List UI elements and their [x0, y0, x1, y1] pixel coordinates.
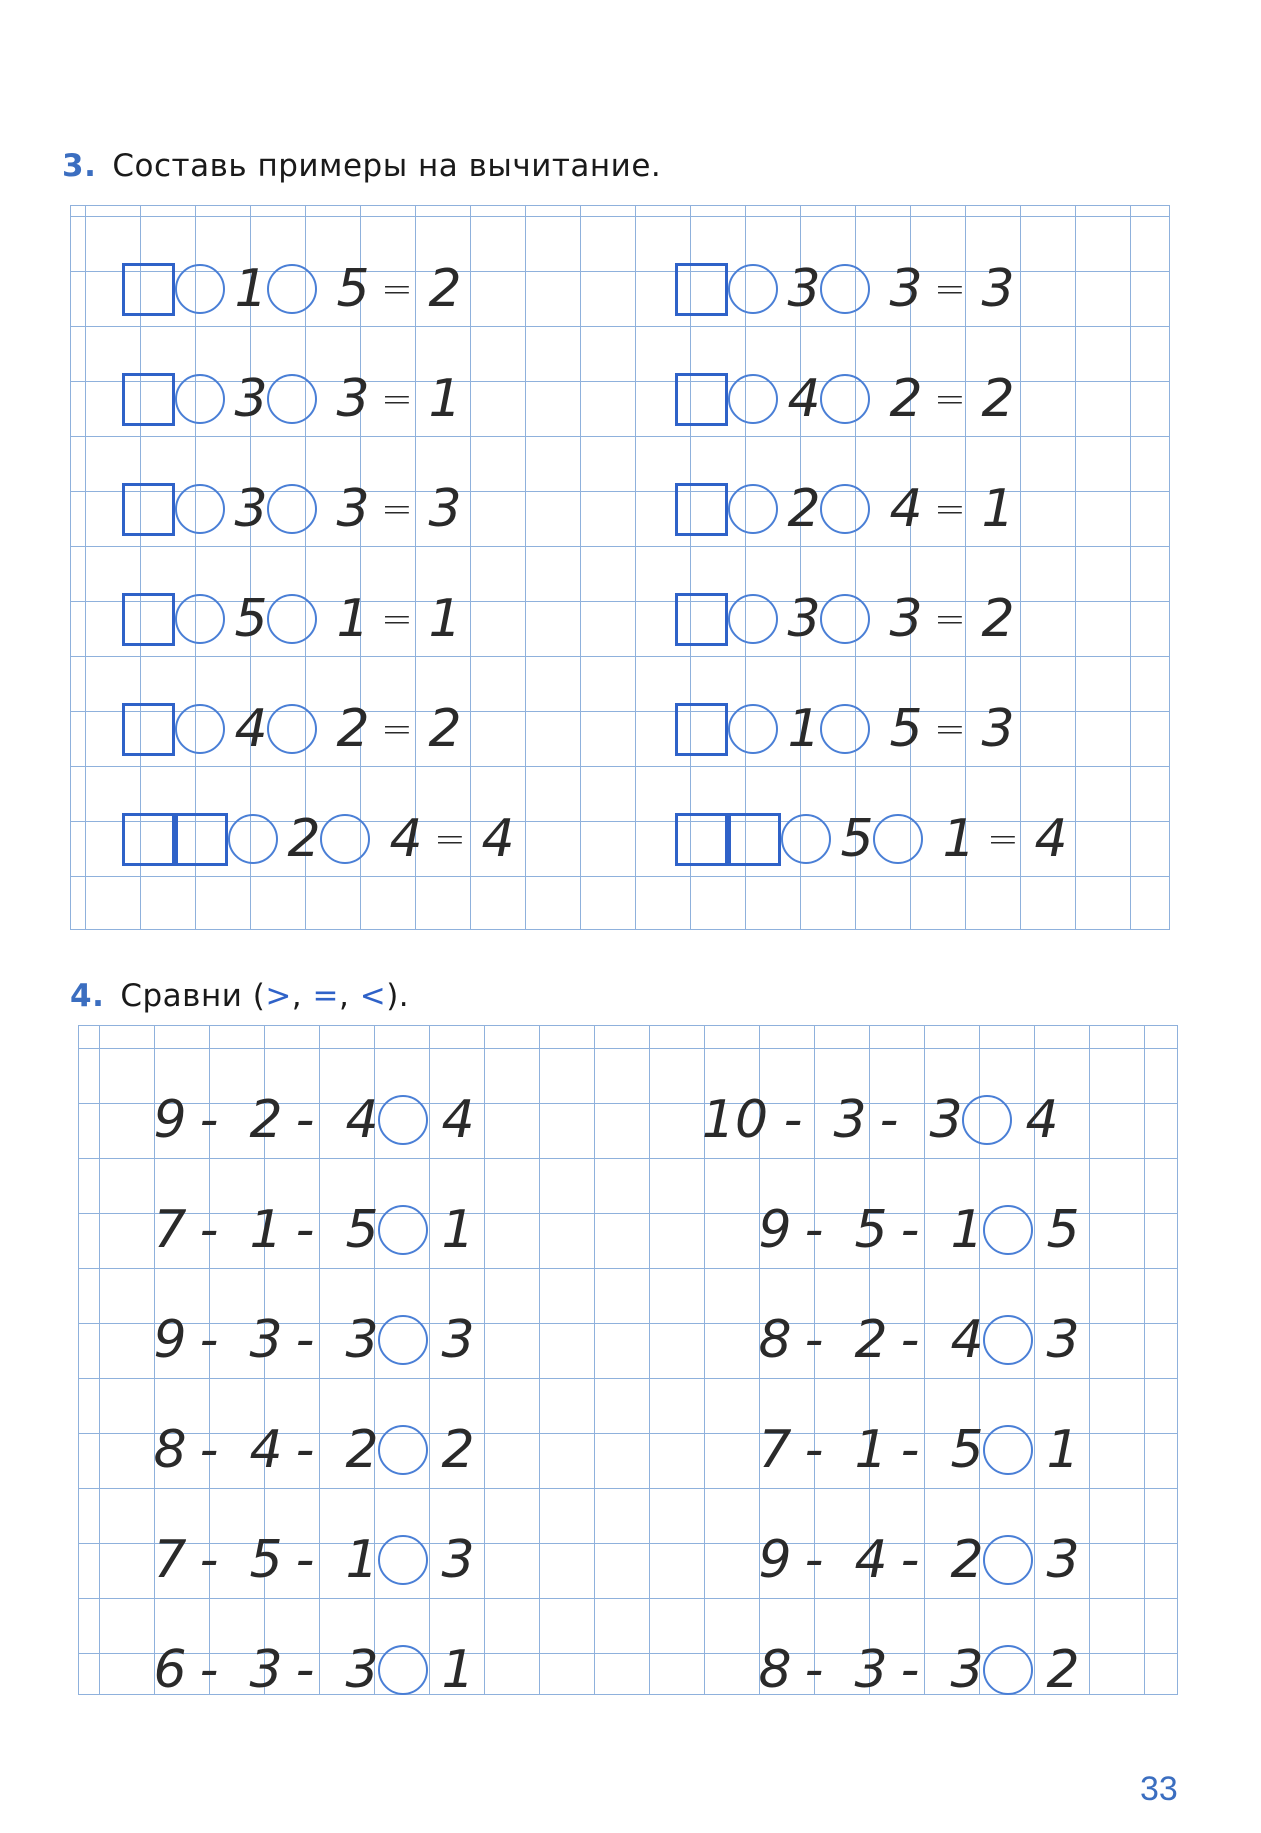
result-value: 2 — [981, 369, 1015, 429]
subtraction-exercise — [675, 809, 1155, 869]
sign-circle — [267, 484, 317, 534]
operand-a: 3 — [234, 479, 268, 539]
sign-circle — [320, 814, 370, 864]
task-4-number: 4. — [70, 978, 105, 1014]
sign-circle — [728, 704, 778, 754]
comparison-exercise — [150, 1200, 590, 1260]
subtrahend-2: 4 — [345, 1090, 379, 1150]
sign-circle — [175, 264, 225, 314]
subtraction-exercise — [675, 259, 1155, 319]
subtrahend-1: 2 — [249, 1090, 283, 1150]
minus-sign: - — [199, 1530, 219, 1590]
subtraction-exercise — [122, 699, 602, 759]
compare-value: 2 — [441, 1420, 475, 1480]
symbol-less: < — [359, 978, 387, 1014]
sign-circle — [175, 704, 225, 754]
operand-b: 4 — [389, 809, 423, 869]
subtrahend-2: 5 — [345, 1200, 379, 1260]
subtraction-exercise — [675, 369, 1155, 429]
answer-square — [675, 483, 728, 536]
operand-a: 2 — [287, 809, 321, 869]
operand-b: 3 — [336, 479, 370, 539]
answer-square — [122, 483, 175, 536]
minus-sign: - — [900, 1530, 920, 1590]
subtrahend-1: 1 — [249, 1200, 283, 1260]
subtrahend-2: 1 — [950, 1200, 984, 1260]
subtraction-exercise — [122, 369, 602, 429]
subtrahend-2: 3 — [345, 1310, 379, 1370]
minus-sign: - — [295, 1530, 315, 1590]
subtrahend-2: 4 — [950, 1310, 984, 1370]
minus-sign: - — [900, 1200, 920, 1260]
comparison-exercise — [150, 1090, 590, 1150]
compare-value: 1 — [441, 1200, 475, 1260]
operand-a: 3 — [234, 369, 268, 429]
minus-sign: - — [199, 1090, 219, 1150]
minus-sign: - — [295, 1310, 315, 1370]
operand-b: 5 — [336, 259, 370, 319]
comparison-exercise — [150, 1310, 590, 1370]
compare-circle — [378, 1425, 428, 1475]
sign-circle — [175, 484, 225, 534]
subtrahend-2: 2 — [345, 1420, 379, 1480]
operand-a: 2 — [787, 479, 821, 539]
operand-a: 3 — [787, 259, 821, 319]
minus-sign: - — [879, 1090, 899, 1150]
subtrahend-1: 3 — [249, 1310, 283, 1370]
sign-circle — [820, 484, 870, 534]
comparison-exercise — [150, 1530, 590, 1590]
subtrahend-2: 2 — [950, 1530, 984, 1590]
operand-a: 4 — [787, 369, 821, 429]
result-value: 1 — [981, 479, 1015, 539]
comparison-exercise — [150, 1420, 590, 1480]
equals-sign: = — [434, 817, 466, 861]
sign-circle — [267, 594, 317, 644]
subtrahend-1: 2 — [854, 1310, 888, 1370]
operand-b: 4 — [889, 479, 923, 539]
sign-circle — [873, 814, 923, 864]
minus-sign: - — [804, 1200, 824, 1260]
operand-b: 1 — [336, 589, 370, 649]
comparison-exercise — [150, 1640, 590, 1700]
minuend: 9 — [758, 1530, 792, 1590]
minuend: 8 — [758, 1640, 792, 1700]
operand-b: 5 — [889, 699, 923, 759]
equals-sign: = — [381, 377, 413, 421]
answer-square — [122, 263, 175, 316]
answer-square — [122, 703, 175, 756]
minuend: 9 — [153, 1090, 187, 1150]
operand-a: 5 — [840, 809, 874, 869]
operand-b: 1 — [942, 809, 976, 869]
result-value: 4 — [1034, 809, 1068, 869]
subtraction-exercise — [122, 259, 602, 319]
sign-circle — [175, 594, 225, 644]
minus-sign: - — [900, 1420, 920, 1480]
answer-square — [122, 593, 175, 646]
subtrahend-1: 3 — [854, 1640, 888, 1700]
operand-b: 3 — [889, 259, 923, 319]
equals-sign: = — [381, 267, 413, 311]
subtrahend-1: 3 — [833, 1090, 867, 1150]
minus-sign: - — [900, 1640, 920, 1700]
subtrahend-1: 5 — [249, 1530, 283, 1590]
subtrahend-2: 1 — [345, 1530, 379, 1590]
compare-value: 5 — [1046, 1200, 1080, 1260]
sign-circle — [228, 814, 278, 864]
minus-sign: - — [295, 1090, 315, 1150]
operand-a: 1 — [787, 699, 821, 759]
minuend: 7 — [758, 1420, 792, 1480]
subtrahend-2: 3 — [345, 1640, 379, 1700]
minus-sign: - — [783, 1090, 803, 1150]
minus-sign: - — [199, 1420, 219, 1480]
minuend: 7 — [153, 1530, 187, 1590]
subtrahend-1: 1 — [854, 1420, 888, 1480]
minus-sign: - — [804, 1640, 824, 1700]
subtraction-exercise — [675, 699, 1155, 759]
subtraction-exercise — [675, 589, 1155, 649]
compare-value: 4 — [1025, 1090, 1059, 1150]
minus-sign: - — [900, 1310, 920, 1370]
operand-a: 3 — [787, 589, 821, 649]
equals-sign: = — [934, 597, 966, 641]
minus-sign: - — [295, 1640, 315, 1700]
minus-sign: - — [199, 1640, 219, 1700]
equals-sign: = — [934, 267, 966, 311]
result-value: 2 — [428, 259, 462, 319]
answer-square — [175, 813, 228, 866]
operand-b: 3 — [336, 369, 370, 429]
operand-b: 2 — [336, 699, 370, 759]
sign-circle — [175, 374, 225, 424]
subtrahend-1: 4 — [854, 1530, 888, 1590]
compare-value: 3 — [1046, 1530, 1080, 1590]
equals-sign: = — [934, 377, 966, 421]
task-3-number: 3. — [62, 148, 97, 184]
subtrahend-2: 5 — [950, 1420, 984, 1480]
sign-circle — [267, 374, 317, 424]
minuend: 7 — [153, 1200, 187, 1260]
result-value: 1 — [428, 369, 462, 429]
compare-value: 3 — [441, 1310, 475, 1370]
compare-circle — [983, 1205, 1033, 1255]
minuend: 9 — [153, 1310, 187, 1370]
symbol-greater: > — [265, 978, 292, 1014]
result-value: 3 — [981, 259, 1015, 319]
comparison-exercise — [700, 1530, 1140, 1590]
page-number: 33 — [1140, 1770, 1178, 1808]
symbol-equal: = — [312, 978, 339, 1014]
equals-sign: = — [934, 707, 966, 751]
comparison-exercise — [700, 1420, 1140, 1480]
result-value: 2 — [428, 699, 462, 759]
minus-sign: - — [295, 1420, 315, 1480]
subtrahend-1: 5 — [854, 1200, 888, 1260]
answer-square — [675, 703, 728, 756]
compare-circle — [378, 1645, 428, 1695]
operand-a: 4 — [234, 699, 268, 759]
compare-circle — [378, 1535, 428, 1585]
compare-circle — [378, 1315, 428, 1365]
answer-square — [122, 813, 175, 866]
subtrahend-2: 3 — [950, 1640, 984, 1700]
compare-value: 2 — [1046, 1640, 1080, 1700]
answer-square — [675, 263, 728, 316]
subtrahend-2: 3 — [929, 1090, 963, 1150]
compare-value: 3 — [441, 1530, 475, 1590]
compare-circle — [378, 1205, 428, 1255]
compare-value: 3 — [1046, 1310, 1080, 1370]
comparison-exercise — [700, 1090, 1140, 1150]
task-3-title: Составь примеры на вычитание. — [112, 148, 662, 184]
task-4-heading: 4. Сравни (>, =, <). — [70, 978, 410, 1014]
subtraction-exercise — [675, 479, 1155, 539]
comparison-exercise — [700, 1310, 1140, 1370]
comparison-exercise — [700, 1640, 1140, 1700]
answer-square — [675, 373, 728, 426]
answer-square — [675, 593, 728, 646]
sign-circle — [820, 374, 870, 424]
equals-sign: = — [381, 707, 413, 751]
result-value: 3 — [428, 479, 462, 539]
compare-circle — [983, 1315, 1033, 1365]
minus-sign: - — [199, 1200, 219, 1260]
answer-square — [122, 373, 175, 426]
sign-circle — [820, 704, 870, 754]
equals-sign: = — [987, 817, 1019, 861]
sign-circle — [728, 484, 778, 534]
minuend: 8 — [758, 1310, 792, 1370]
result-value: 3 — [981, 699, 1015, 759]
compare-value: 4 — [441, 1090, 475, 1150]
compare-circle — [983, 1535, 1033, 1585]
minus-sign: - — [804, 1420, 824, 1480]
subtraction-exercise — [122, 809, 602, 869]
subtrahend-1: 3 — [249, 1640, 283, 1700]
result-value: 1 — [428, 589, 462, 649]
operand-a: 5 — [234, 589, 268, 649]
task-4-title-end: ). — [386, 978, 410, 1014]
minuend: 10 — [701, 1090, 769, 1150]
sign-circle — [267, 264, 317, 314]
equals-sign: = — [381, 487, 413, 531]
compare-circle — [378, 1095, 428, 1145]
compare-circle — [983, 1425, 1033, 1475]
minus-sign: - — [199, 1310, 219, 1370]
equals-sign: = — [934, 487, 966, 531]
minuend: 9 — [758, 1200, 792, 1260]
compare-circle — [983, 1645, 1033, 1695]
sign-circle — [728, 594, 778, 644]
minus-sign: - — [295, 1200, 315, 1260]
subtraction-exercise — [122, 479, 602, 539]
sign-circle — [728, 264, 778, 314]
operand-b: 3 — [889, 589, 923, 649]
equals-sign: = — [381, 597, 413, 641]
sign-circle — [781, 814, 831, 864]
subtrahend-1: 4 — [249, 1420, 283, 1480]
comparison-exercise — [700, 1200, 1140, 1260]
compare-value: 1 — [1046, 1420, 1080, 1480]
result-value: 2 — [981, 589, 1015, 649]
minus-sign: - — [804, 1310, 824, 1370]
task-3-heading — [62, 148, 661, 184]
sign-circle — [267, 704, 317, 754]
answer-square — [728, 813, 781, 866]
compare-circle — [962, 1095, 1012, 1145]
sign-circle — [820, 264, 870, 314]
task-4-title-start: Сравни ( — [120, 978, 266, 1014]
result-value: 4 — [481, 809, 515, 869]
operand-b: 2 — [889, 369, 923, 429]
sign-circle — [728, 374, 778, 424]
minus-sign: - — [804, 1530, 824, 1590]
answer-square — [675, 813, 728, 866]
sign-circle — [820, 594, 870, 644]
minuend: 8 — [153, 1420, 187, 1480]
compare-value: 1 — [441, 1640, 475, 1700]
operand-a: 1 — [234, 259, 268, 319]
minuend: 6 — [153, 1640, 187, 1700]
subtraction-exercise — [122, 589, 602, 649]
